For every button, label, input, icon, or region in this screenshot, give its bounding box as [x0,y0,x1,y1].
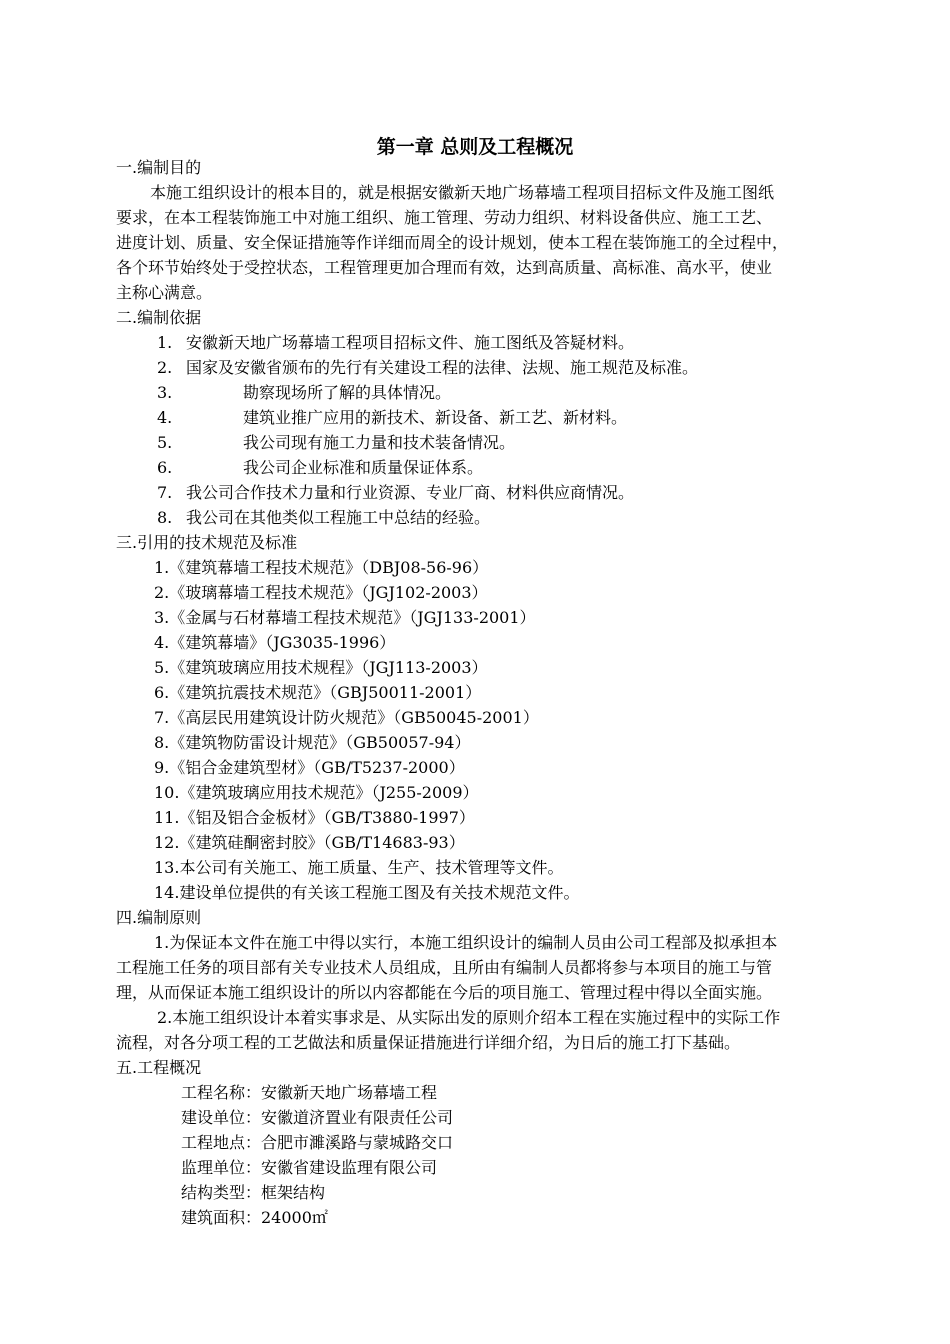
paragraph-line: 2.本施工组织设计本着实事求是、从实际出发的原则介绍本工程在实施过程中的实际工作 [157,1008,781,1027]
standard-item: 11.《铝及铝合金板材》（GB/T3880-1997） [154,808,475,827]
list-item-number: 2. [157,358,173,377]
list-item-number: 7. [157,483,173,502]
standard-item: 7.《高层民用建筑设计防火规范》（GB50045-2001） [154,708,539,727]
overview-item-structure: 结构类型：框架结构 [181,1183,326,1202]
standard-item: 13.本公司有关施工、施工质量、生产、技术管理等文件。 [154,858,564,877]
standard-item: 3.《金属与石材幕墙工程技术规范》（JGJ133-2001） [154,608,536,627]
paragraph-line: 1.为保证本文件在施工中得以实行，本施工组织设计的编制人员由公司工程部及拟承担本 [154,933,778,952]
overview-item-area: 建筑面积：24000㎡ [181,1208,328,1227]
list-item-number: 6. [157,458,173,477]
standard-item: 5.《建筑玻璃应用技术规程》（JGJ113-2003） [154,658,488,677]
overview-item-owner: 建设单位：安徽道济置业有限责任公司 [181,1108,454,1127]
overview-item-supervisor: 监理单位：安徽省建设监理有限公司 [181,1158,438,1177]
standard-item: 10.《建筑玻璃应用技术规范》（J255-2009） [154,783,479,802]
list-item-number: 1. [157,333,173,352]
list-item-text: 我公司现有施工力量和技术装备情况。 [243,433,516,452]
list-item-text: 我公司企业标准和质量保证体系。 [243,458,484,477]
list-item-text: 建筑业推广应用的新技术、新设备、新工艺、新材料。 [243,408,628,427]
standard-item: 12.《建筑硅酮密封胶》（GB/T14683-93） [154,833,465,852]
standard-item: 4.《建筑幕墙》（JG3035-1996） [154,633,396,652]
chapter-title: 第一章 总则及工程概况 [376,136,574,158]
section-heading-purpose: 一.编制目的 [116,158,202,177]
paragraph-line: 工程施工任务的项目部有关专业技术人员组成，且所由有编制人员都将参与本项目的施工与管 [116,958,773,977]
paragraph-line: 本施工组织设计的根本目的，就是根据安徽新天地广场幕墙工程项目招标文件及施工图纸 [150,183,775,202]
list-item-text: 我公司在其他类似工程施工中总结的经验。 [186,508,491,527]
list-item-number: 5. [157,433,173,452]
standard-item: 14.建设单位提供的有关该工程施工图及有关技术规范文件。 [154,883,580,902]
list-item-text: 勘察现场所了解的具体情况。 [243,383,452,402]
list-item-text: 国家及安徽省颁布的先行有关建设工程的法律、法规、施工规范及标准。 [186,358,699,377]
standard-item: 2.《玻璃幕墙工程技术规范》（JGJ102-2003） [154,583,488,602]
paragraph-line: 各个环节始终处于受控状态，工程管理更加合理而有效，达到高质量、高标准、高水平，使业 [116,258,773,277]
paragraph-line: 理，从而保证本施工组织设计的所以内容都能在今后的项目施工、管理过程中得以全面实施。 [116,983,773,1002]
standard-item: 1.《建筑幕墙工程技术规范》（DBJ08-56-96） [154,558,489,577]
list-item-number: 3. [157,383,173,402]
section-heading-overview: 五.工程概况 [116,1058,202,1077]
overview-item-project-name: 工程名称：安徽新天地广场幕墙工程 [181,1083,438,1102]
paragraph-line: 主称心满意。 [116,283,213,302]
list-item-number: 8. [157,508,173,527]
standard-item: 6.《建筑抗震技术规范》（GBJ50011-2001） [154,683,482,702]
standard-item: 9.《铝合金建筑型材》（GB/T5237-2000） [154,758,465,777]
section-heading-basis: 二.编制依据 [116,308,202,327]
section-heading-standards: 三.引用的技术规范及标准 [116,533,298,552]
paragraph-line: 要求，在本工程装饰施工中对施工组织、施工管理、劳动力组织、材料设备供应、施工工艺、 [116,208,773,227]
overview-item-location: 工程地点：合肥市濉溪路与蒙城路交口 [181,1133,454,1152]
standard-item: 8.《建筑物防雷设计规范》（GB50057-94） [154,733,471,752]
paragraph-line: 进度计划、质量、安全保证措施等作详细而周全的设计规划，使本工程在装饰施工的全过程中， [116,233,789,252]
list-item-text: 我公司合作技术力量和行业资源、专业厂商、材料供应商情况。 [186,483,635,502]
section-heading-principles: 四.编制原则 [116,908,202,927]
list-item-number: 4. [157,408,173,427]
list-item-text: 安徽新天地广场幕墙工程项目招标文件、施工图纸及答疑材料。 [186,333,635,352]
paragraph-line: 流程，对各分项工程的工艺做法和质量保证措施进行详细介绍，为日后的施工打下基础。 [116,1033,741,1052]
